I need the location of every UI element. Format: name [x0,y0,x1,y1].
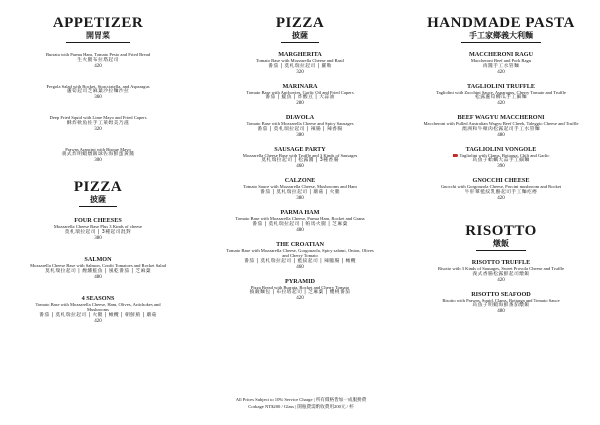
pizza-mid-title: PIZZA [275,15,325,31]
item-name-zh: 義式炸明蝦燉飯球佐海鮮蛋黃醬 [61,152,135,158]
item-name-zh: 牛肝蕈藍紋乳酪起司手工麵疙瘩 [464,189,538,195]
item-name: TAGLIOLINI TRUFFLE [466,82,536,90]
item-description: Tagliolini with Zucchini Sauce, Asparagus, Cherry Tomato and Truffle [436,89,566,95]
corkage-note: Corkage NT$200 / Glass | 開瓶費需酌收費用200元 / 杯 [248,403,354,409]
item-name-zh: 番茄 | 莫札瑞拉起司 | 蘑菇 | 火腿 [260,189,340,195]
item-description: Deep Fried Squid with Lime Mayo and Fried Capers [49,115,147,121]
item-name-zh: 莫札瑞拉起司 | 煙燻鮭魚 | 風乾番茄 | 芝麻葉 [45,268,151,274]
item-name-zh: 蘆筍起司芝麻葉沙拉麵沙拉 [66,89,130,95]
item-price: 380 [296,132,304,138]
item-name: TAGLIOLINI VONGOLE [465,145,537,153]
pizza-left-title: PIZZA [73,179,123,196]
item-description: Tomato Base with Mozzarella Cheese and Spicy Sausages [246,121,354,127]
item-description: Maccheroni Beef and Pork Ragu [470,58,532,63]
appetizer-item [11,52,186,70]
pasta-item [421,114,581,139]
item-name-zh: 莫札瑞拉起司 | 松露醬 | 3種香腸 [261,158,339,164]
chili-icon [453,154,458,157]
pasta-divider [461,42,541,43]
pizza-item [11,217,186,242]
item-name-zh: 莫札瑞拉起司 | 3種起司混對 [64,229,132,235]
item-description: Fregola Salad with Rocket, Stracciatella, and Asparagus [46,83,150,89]
pizza-left-title-zh: 披薩 [90,195,106,205]
item-name: RISOTTO SEAFOOD [471,290,531,298]
item-price: 480 [296,227,304,233]
item-description: Tomato Sauce with Mozzarella Cheese, Mushrooms and Ham [243,184,357,190]
pizza-item [207,146,393,171]
appetizer-divider [66,42,130,43]
item-description: Risotto with 3 Kinds of Sausages, Sweet Provola Cheese and Truffle [437,265,565,271]
pizza-item [207,177,393,202]
item-price: 300 [94,158,102,164]
item-name-zh: 番茄 | 莫札瑞拉起司 | 辣腸 | 辣香腸 [257,126,343,132]
pizza-left-divider [79,206,117,207]
item-price: 420 [94,318,102,324]
item-description: Mozzarella Cheese Base with Truffle and 3 Kinds of Sausages [242,152,358,158]
pizza-mid-divider [281,42,319,43]
item-name: RISOTTO TRUFFLE [471,258,531,266]
item-price: 420 [94,63,102,69]
item-description: Prawns Arancini with Bisque Mayo [65,146,131,152]
risotto-divider [476,250,526,251]
middle-column [207,0,393,302]
item-price: 420 [497,195,505,201]
pasta-item [409,83,593,108]
item-price: 360 [94,95,102,101]
item-description: Tomato Base with Anchovies, Garlic Oil and Fried Capers [246,89,354,95]
item-description-text: Tagliolini with Clams, Bottarga, Chili and Garlic [459,152,550,158]
risotto-title-zh: 燉飯 [493,238,509,248]
appetizer-title: APPETIZER [52,15,144,31]
item-name: SALMON [84,255,112,263]
appetizer-item [11,147,186,165]
item-description: Tomato Base with Mozzarella Cheese, Gorgonzola, Spicy salami, Onion, Olives and Cherry Tomato [226,247,374,259]
item-name: DIAVOLA [285,114,315,122]
item-name-zh: 澳洲和牛頰肉松露起司手工水管麵 [462,126,540,132]
risotto-item [409,259,593,284]
item-name: PARMA HAM [280,208,320,216]
item-description: Tomato Base with Mozzarella Cheese, Ham, Olives, Artichokes and Mushrooms [35,301,161,313]
pizza-item [33,295,163,325]
item-description: Maccheroni with Pulled Australian Wagyu Beef Cheek, Taleggio Cheese and Truffle [423,121,579,127]
risotto-title: RISOTTO [465,222,537,239]
risotto-item [409,291,593,316]
item-name-zh: 番茄 | 莫札瑞拉起司 | 帕馬火腿 | 芝麻葉 [252,221,348,227]
item-name: 4 SEASONS [81,294,115,302]
item-price: 380 [94,235,102,241]
item-name-zh: 烏魚子明蝦海鮮番茄燉飯 [472,303,530,309]
item-description: Pizza Bread with Burrata, Rocket and Cherry Tomato [250,284,350,290]
item-name-zh: 番茄 | 莫札瑞拉起司 | 火腿 | 橄欖 | 朝鮮薊 | 蘑菇 [39,312,157,318]
item-name-zh: 番茄 | 鯷魚 | 炸酸豆 | 大蒜油 [265,95,335,101]
item-name-zh: 酥炸軟魚佐手工萊姆美乃滋 [66,120,130,126]
item-name-zh: 烏魚子蛤蠣大蒜手工細麵 [472,158,530,164]
item-price: 280 [296,101,304,107]
pizza-item [11,256,186,281]
item-name: SAUSAGE PARTY [274,145,326,153]
item-description: Risotto with Prawns, Squid, Clams, Bottarga and Tomato Sauce [442,297,560,303]
item-price: 390 [497,164,505,170]
item-description: Mozzarella Cheese Base with Salmon, Confit Tomatoes and Rocket Salad [30,262,166,268]
appetizer-item [11,84,186,102]
item-price: 480 [94,274,102,280]
item-price: 480 [497,309,505,315]
right-column [409,0,593,315]
item-price: 420 [497,101,505,107]
item-name-zh: 生火腿布拉塔起司 [77,57,119,63]
item-name: MARGHERITA [278,51,322,58]
item-name: PYRAMID [285,277,315,285]
item-name-zh: 披薩麵包 | 布拉塔起司 | 芝麻葉 | 櫻桃番茄 [249,290,351,296]
pizza-item [207,83,393,108]
item-price: 460 [296,164,304,170]
item-price: 420 [296,296,304,302]
item-name-zh: 番茄 | 莫札瑞拉起司 | 藍紋起司 | 辣臘腸 | 橄欖 [244,258,356,264]
pasta-item [409,177,593,202]
footer-notes [203,397,399,410]
item-price: 320 [94,126,102,132]
item-price: 420 [497,69,505,75]
pasta-item [409,146,593,171]
item-name: BEEF WAGYU MACCHERONI [457,114,545,122]
item-price: 480 [497,132,505,138]
pizza-item [207,209,393,234]
pizza-mid-title-zh: 披薩 [292,31,308,40]
item-description: Gnocchi with Gorgonzola Cheese, Porcini mushroom and Rocket [440,184,562,190]
pasta-title-zh: 手工家鄉義大利麵 [469,31,533,40]
service-charge-note: All Prices Subject to 10% Service Charge | 所有價格皆加一成服務費 [235,397,367,402]
item-price: 380 [296,195,304,201]
item-name-zh: 番茄 | 莫札瑞拉起司 | 羅勒 [268,63,332,69]
item-name: THE CROATIAN [276,240,324,248]
pasta-item [409,51,593,76]
left-column [8,0,188,325]
item-name: MARINARA [282,82,318,90]
item-description: Tomato Base with Mozzarella Cheese and Basil [256,58,344,63]
item-description: Tomato Base with Mozzarella Cheese, Parma Ham, Rocket and Grana [235,215,365,221]
item-name-zh: 肉醬手工水管麵 [482,63,520,69]
appetizer-item [11,115,186,133]
item-name-zh: 松露蘆筍櫛瓜手工細麵 [475,95,527,101]
item-price: 320 [296,69,304,75]
pizza-item [207,278,393,303]
item-name: FOUR CHEESES [74,217,122,225]
item-price: 420 [497,277,505,283]
appetizer-title-zh: 開胃菜 [86,31,110,40]
item-description: Mozzarella Cheese Base Plus 3 Kinds of cheese [53,224,143,230]
item-name-zh: 義式香腸松露鮮起司燉飯 [472,271,530,277]
item-price: 460 [296,264,304,270]
item-name: GNOCCHI CHEESE [472,177,530,185]
item-description: Burrata with Parma Ham, Tomato Pesto and Fried Bread [45,52,151,57]
pasta-title: HANDMADE PASTA [427,15,575,31]
item-name: MACCHERONI RAGU [468,51,534,58]
pizza-item [207,51,393,76]
pizza-item [225,241,375,271]
pizza-item [207,114,393,139]
item-name: CALZONE [284,177,316,185]
